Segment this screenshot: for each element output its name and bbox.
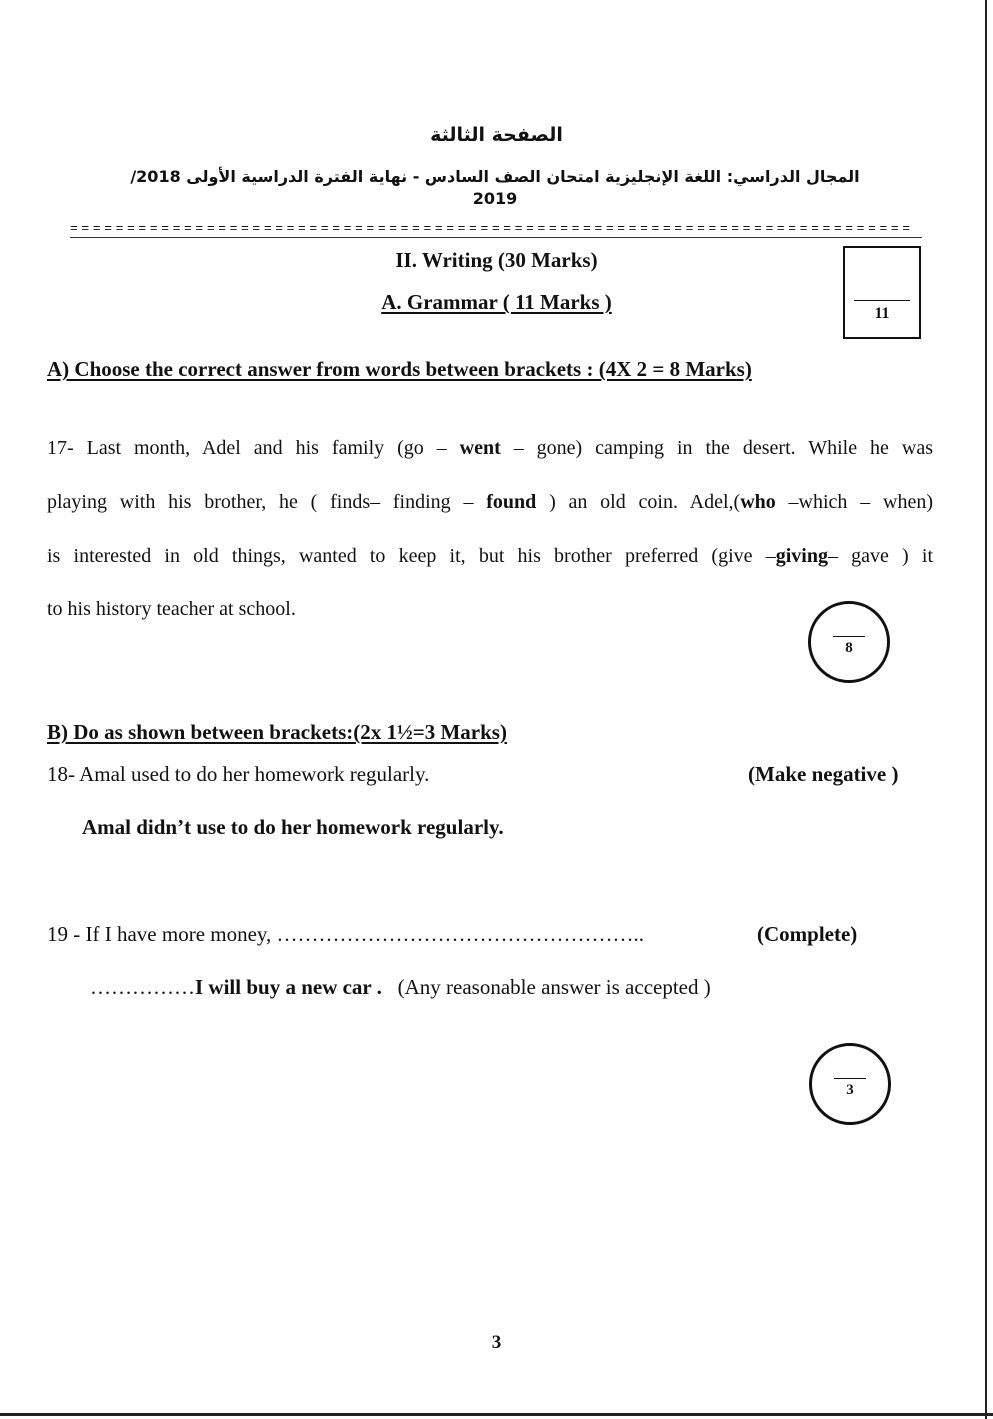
paragraph-line — [47, 437, 933, 460]
correct-answer: found — [486, 491, 537, 513]
correct-answer: giving — [775, 545, 828, 567]
text-segment: playing with his brother, he ( finds– finding – — [47, 491, 487, 513]
question-19: 19 - If I have more money, …………………………………………….. — [47, 922, 645, 946]
separator: ========================================================================== — [70, 222, 922, 238]
section-title: II. Writing (30 Marks) — [395, 248, 598, 272]
question-18-instruction: (Make negative ) — [748, 762, 899, 786]
correct-answer: who — [740, 491, 776, 513]
paragraph-line — [47, 598, 933, 621]
text-segment: to his history teacher at school. — [47, 598, 296, 620]
question-18: 18- Amal used to do her homework regularly. — [47, 762, 430, 786]
correct-answer: went — [459, 437, 501, 459]
question-19-instruction: (Complete) — [757, 922, 858, 946]
subject-line-arabic: المجال الدراسي: اللغة الإنجليزية امتحان الصف السادس - نهاية الفترة الدراسية الأولى 2018/ 2019 — [130, 167, 860, 208]
answer-note: (Any reasonable answer is accepted ) — [397, 975, 711, 999]
scan-edge-bottom — [0, 1413, 993, 1416]
question-18-answer: Amal didn’t use to do her homework regularly. — [82, 815, 504, 839]
answer-dots: …………… — [90, 975, 195, 999]
question-19-answer: I will buy a new car . — [195, 975, 382, 999]
text-segment: – gone) camping in the desert. While he was — [500, 437, 933, 459]
page-number: 3 — [491, 1332, 502, 1353]
text-segment: is interested in old things, wanted to keep it, but his brother preferred (give – — [47, 545, 776, 567]
score-circle-part-b — [809, 1043, 891, 1125]
score-box-total: 11 — [874, 305, 890, 322]
text-segment: 17- Last month, Adel and his family (go – — [47, 437, 460, 459]
section-subtitle: A. Grammar ( 11 Marks ) — [381, 290, 612, 314]
score-total: 8 — [845, 640, 853, 656]
text-segment: – gave ) it — [827, 545, 933, 567]
text-segment: ) an old coin. Adel,( — [536, 491, 741, 513]
score-box — [843, 246, 921, 339]
page-label-arabic: الصفحة الثالثة — [430, 124, 563, 146]
paragraph-line — [47, 491, 933, 514]
scan-edge-right — [985, 0, 987, 1419]
text-segment: –which – when) — [775, 491, 933, 513]
part-b-heading: B) Do as shown between brackets:(2x 1½=3 Marks) — [47, 720, 507, 744]
paragraph-line — [47, 545, 933, 568]
score-total: 3 — [846, 1082, 854, 1098]
question-19-answer-line — [90, 975, 711, 1000]
part-a-heading: A) Choose the correct answer from words between brackets : (4X 2 = 8 Marks) — [47, 357, 752, 381]
score-circle-part-a — [808, 601, 890, 683]
